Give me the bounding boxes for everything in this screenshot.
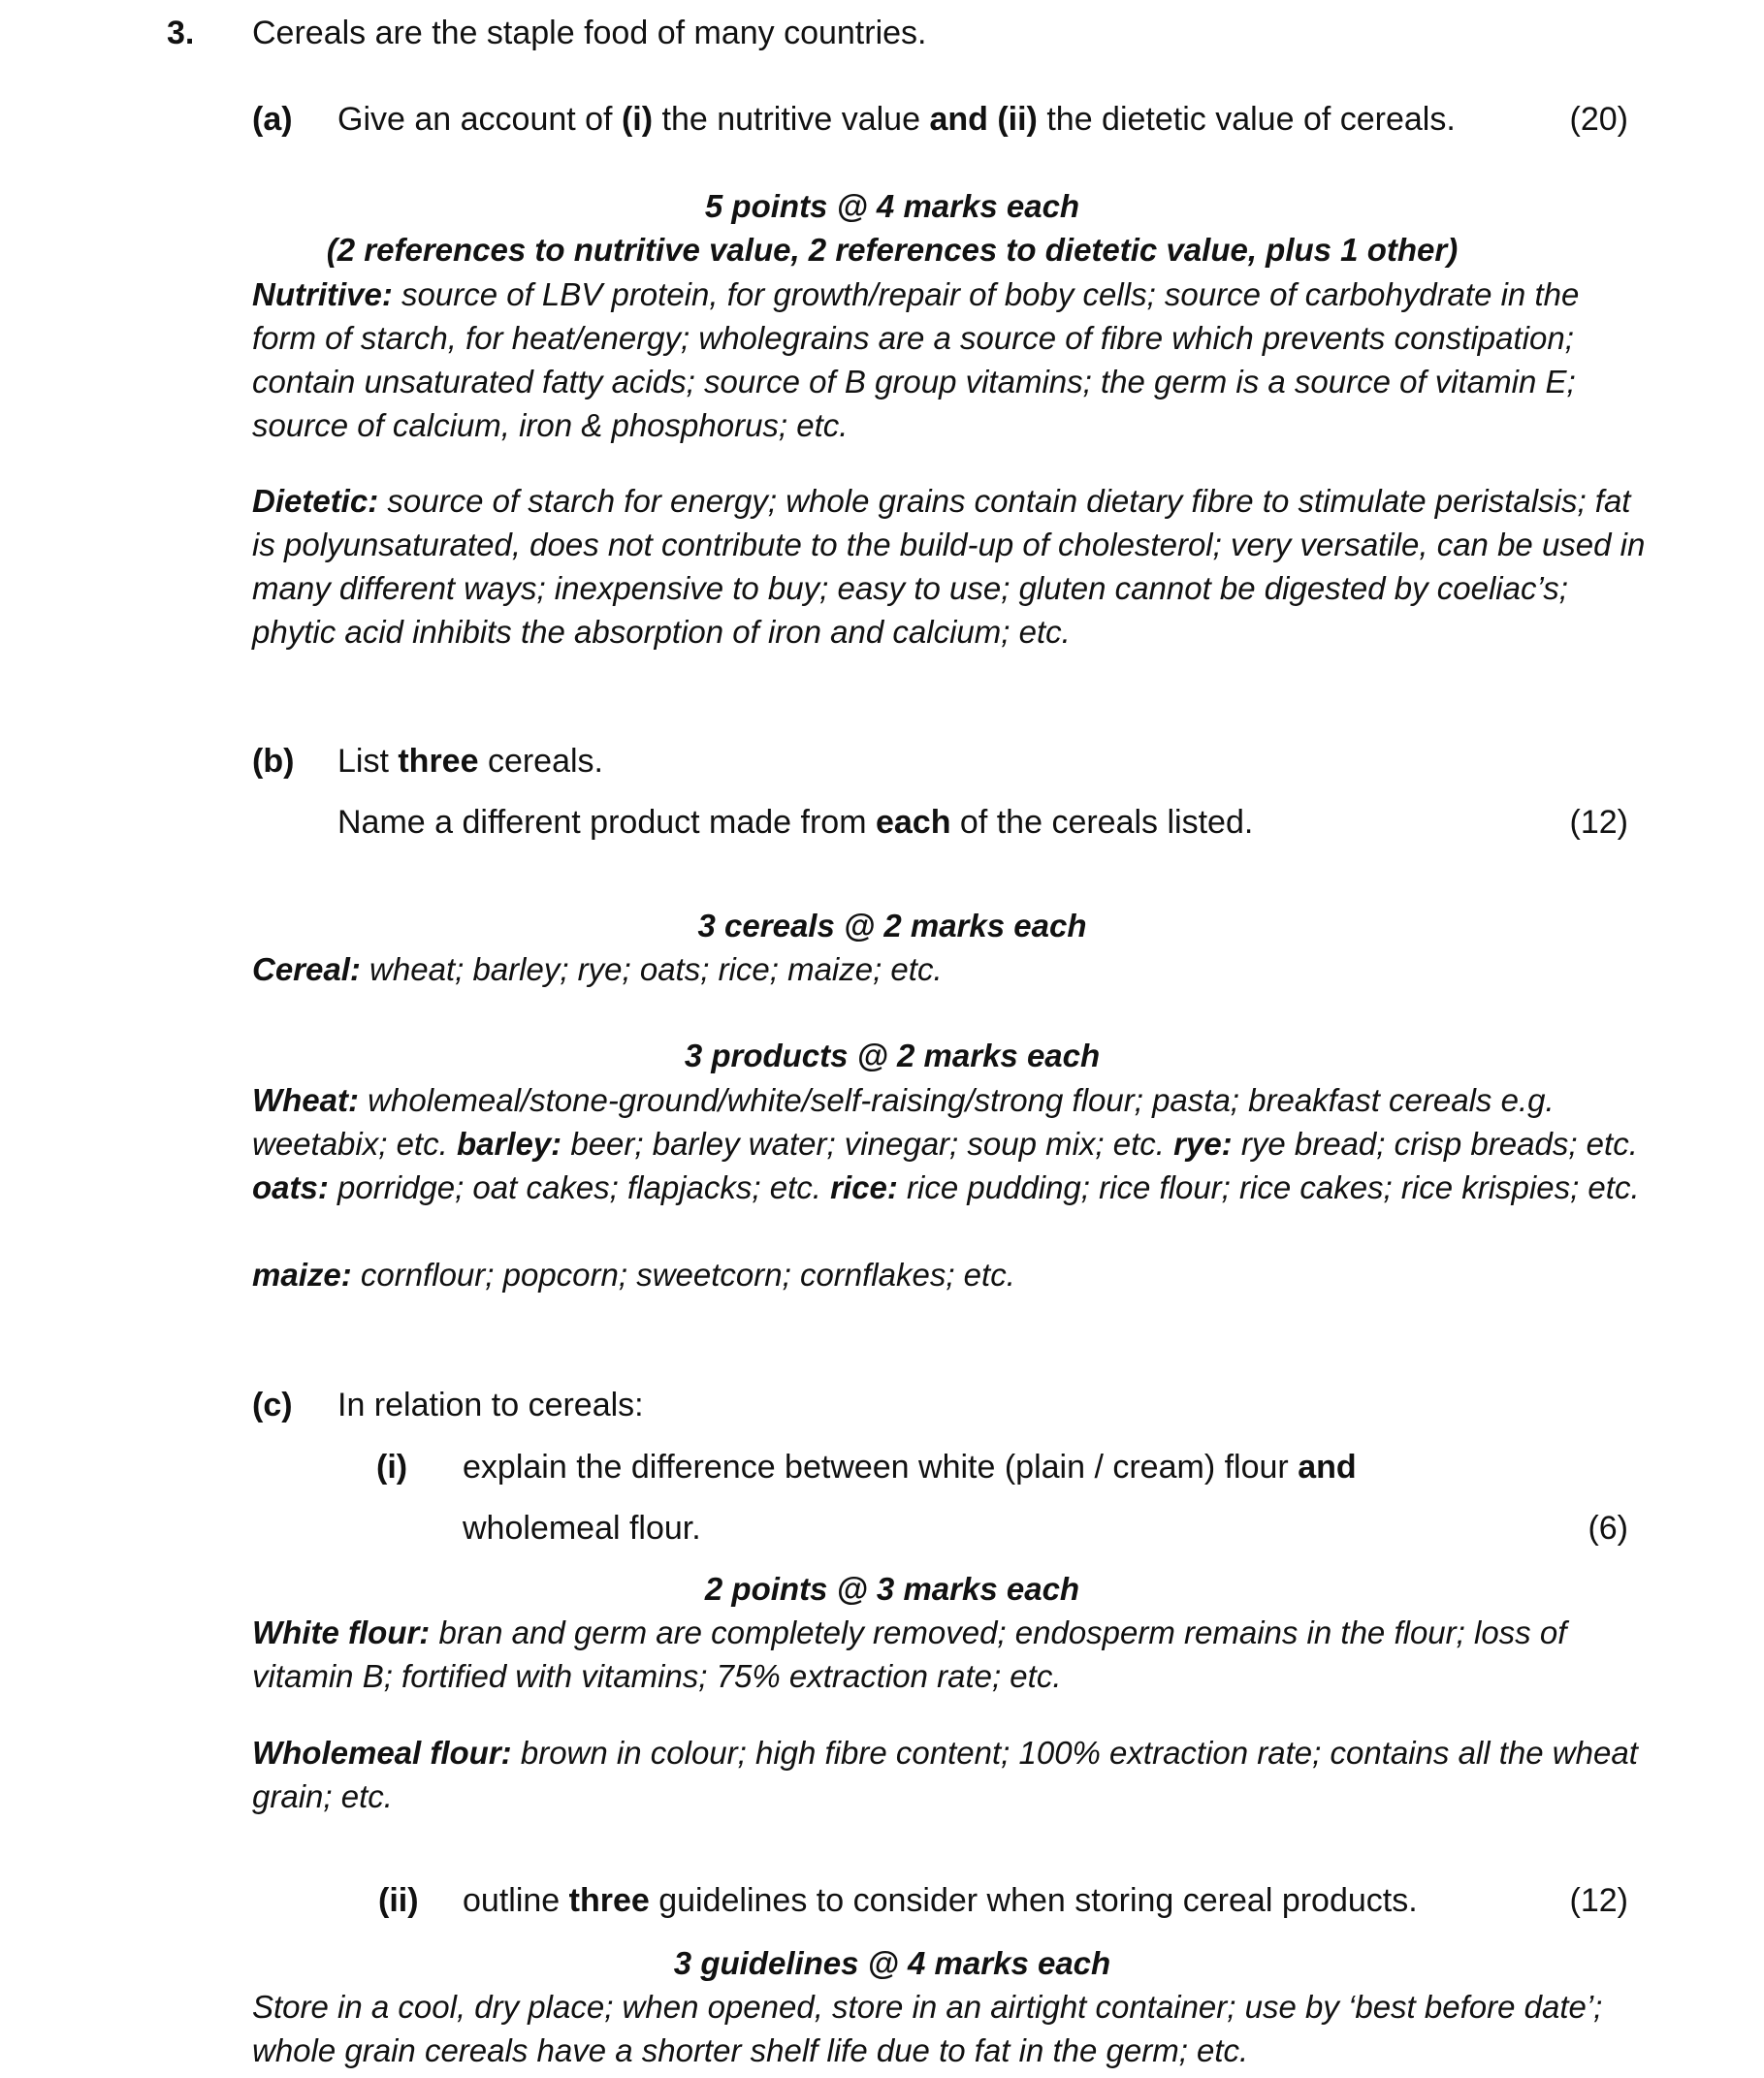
part-c-sub-i-scheme-title: 2 points @ 3 marks each [704,1571,1080,1607]
part-b-question-line-1: List three cereals. [337,743,603,780]
question-number: 3. [167,15,195,51]
part-a-scheme-subtitle: (2 references to nutritive value, 2 references to dietetic value, plus 1 other) [326,232,1459,268]
nutritive-label: Nutritive: [252,276,393,312]
part-c-sub-i-question-line-1: explain the difference between white (plain / cream) flour and [463,1449,1357,1486]
part-c-sub-ii-label: (ii) [378,1882,419,1919]
part-c-sub-i-question-line-2: wholemeal flour. [463,1510,701,1547]
part-a-label: (a) [252,101,293,138]
part-c-sub-i-marks: (6) [1588,1510,1628,1547]
part-c-sub-ii-marks: (12) [1569,1882,1628,1919]
part-c-storage-answer: Store in a cool, dry place; when opened, store in an airtight container; use by ‘best before date’; whole grain cereals have a shorter shelf life due to fat in the germ; etc. [252,1989,1603,2068]
part-c-sub-ii-scheme-title: 3 guidelines @ 4 marks each [673,1945,1111,1981]
part-a-dietetic-answer: Dietetic: source of starch for energy; whole grains contain dietary fibre to stimulate peristalsis; fat is polyunsaturated, does not contribute to the build-up of cholesterol; very versatile, can be used in many different ways; inexpensive to buy; easy to use; gluten cannot be digested by coeliac’s; phytic acid inhibits the absorption of iron and calcium; etc. [252,483,1646,650]
cereal-label: Cereal: [252,951,361,987]
part-a-question: Give an account of (i) the nutritive value and (ii) the dietetic value of cereals. [337,101,1456,138]
question-stem: Cereals are the staple food of many countries. [252,15,927,51]
part-b-question-line-2: Name a different product made from each of the cereals listed. [337,804,1254,841]
part-a-marks: (20) [1569,101,1628,138]
part-b-products-answer: Wheat: wholemeal/stone-ground/white/self-raising/strong flour; pasta; breakfast cereals e.g. weetabix; etc. barley: beer; barley water; vinegar; soup mix; etc. rye: rye bread; crisp breads; etc. oats: porridge; oat cakes; flapjacks; etc. rice: rice pudding; rice flour; rice cakes; rice krispies; etc. [252,1082,1640,1205]
part-a-nutritive-answer: Nutritive: source of LBV protein, for growth/repair of boby cells; source of carbohydrate in the form of starch, for heat/energy; wholegrains are a source of fibre which prevents constipation; contain unsaturated fatty acids; source of B group vitamins; the germ is a source of vitamin E; source of calcium, iron & phosphorus; etc. [252,276,1580,443]
part-b-label: (b) [252,743,295,780]
dietetic-label: Dietetic: [252,483,379,519]
part-b-maize-answer: maize: cornflour; popcorn; sweetcorn; cornflakes; etc. [252,1257,1015,1293]
part-c-white-flour-answer: White flour: bran and germ are completely removed; endosperm remains in the flour; loss of vitamin B; fortified with vitamins; 75% extraction rate; etc. [252,1614,1567,1694]
part-b-cereal-answer: Cereal: wheat; barley; rye; oats; rice; maize; etc. [252,951,943,987]
part-c-label: (c) [252,1387,293,1423]
part-b-scheme-title-products: 3 products @ 2 marks each [684,1038,1101,1073]
part-c-intro: In relation to cereals: [337,1387,644,1423]
part-c-sub-i-label: (i) [376,1449,408,1486]
part-b-marks: (12) [1569,804,1628,841]
part-c-sub-ii-question: outline three guidelines to consider when storing cereal products. [463,1882,1418,1919]
part-b-scheme-title-cereals: 3 cereals @ 2 marks each [697,908,1087,943]
part-a-scheme-title: 5 points @ 4 marks each [704,188,1080,224]
part-c-wholemeal-flour-answer: Wholemeal flour: brown in colour; high fibre content; 100% extraction rate; contains all the wheat grain; etc. [252,1735,1638,1814]
